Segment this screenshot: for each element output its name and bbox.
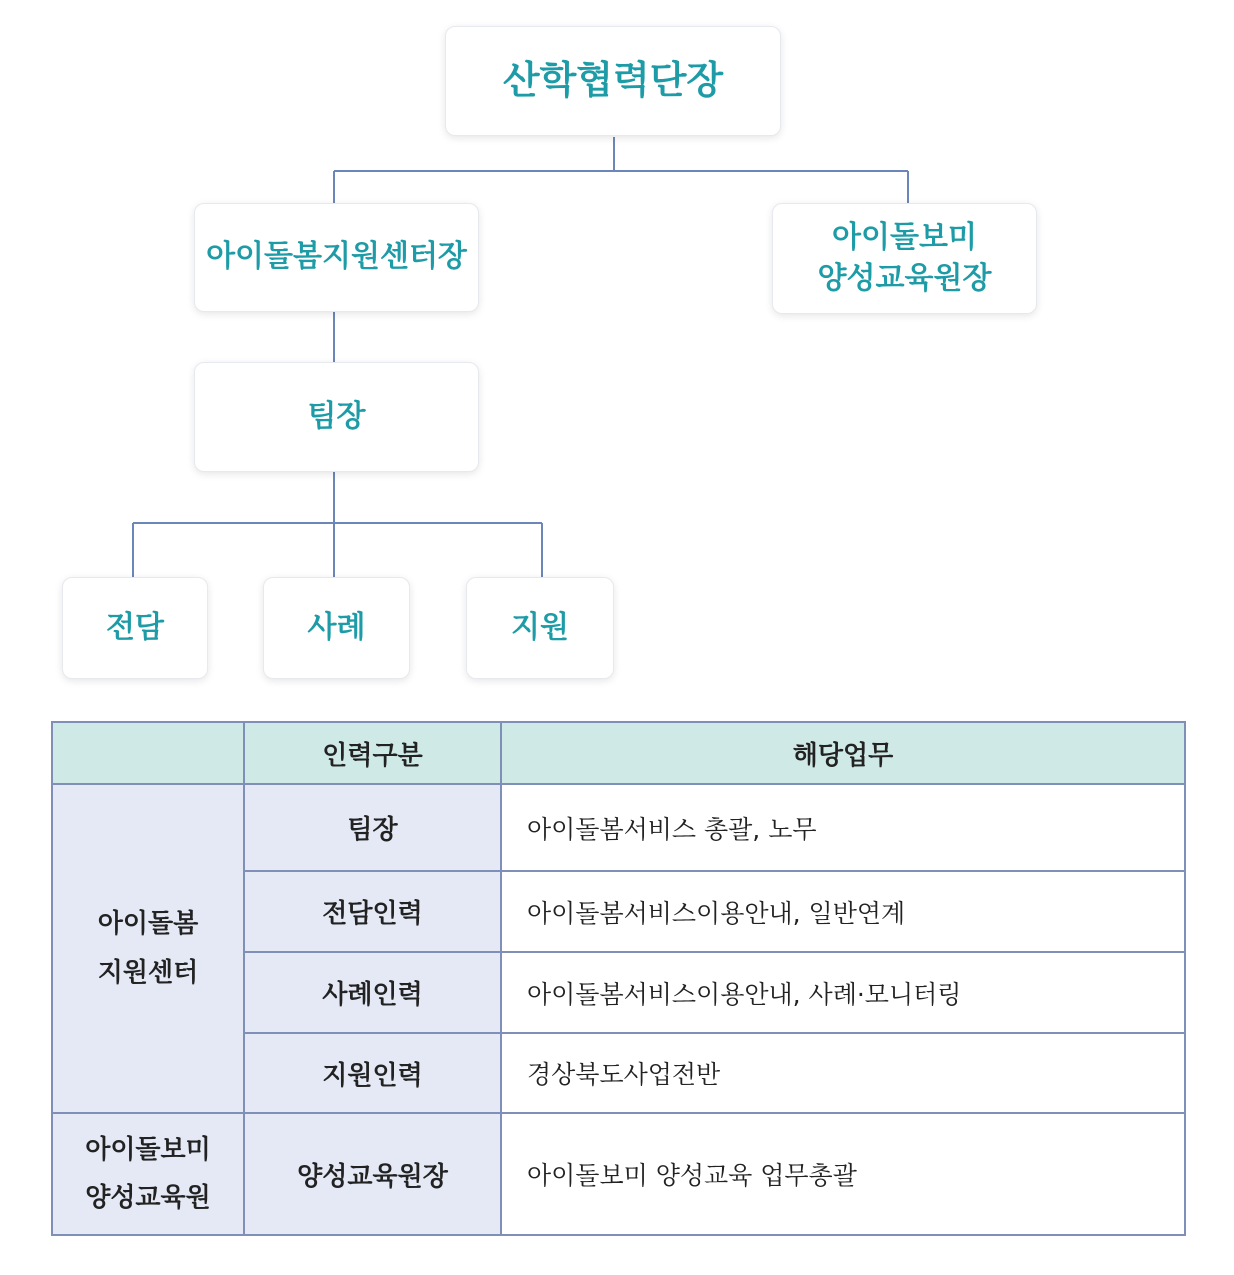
table-row	[52, 1113, 1185, 1235]
node-training-director-line2: 양성교육원장	[817, 260, 992, 296]
role-cell: 전담인력	[244, 871, 501, 952]
table-row	[52, 784, 1185, 871]
node-center-director-label: 아이돌봄지원센터장	[206, 239, 467, 275]
node-staff-case-label: 사례	[307, 609, 366, 645]
header-role: 인력구분	[244, 722, 501, 784]
header-blank	[52, 722, 244, 784]
connector-team-to-staff	[133, 472, 542, 577]
node-staff-dedicated-label: 전담	[106, 609, 164, 645]
duty-cell: 아이돌봄서비스 총괄, 노무	[501, 784, 1185, 871]
node-training-director	[772, 203, 1037, 314]
role-cell: 사례인력	[244, 952, 501, 1033]
group-label-line1: 아이돌보미	[85, 1134, 211, 1165]
group-label-line1: 아이돌봄	[97, 909, 199, 940]
table-header-row	[52, 722, 1185, 784]
group-childcare-center	[52, 784, 244, 1113]
group-training-institute	[52, 1113, 244, 1235]
duty-cell: 아이돌보미 양성교육 업무총괄	[501, 1113, 1185, 1235]
role-cell: 양성교육원장	[244, 1113, 501, 1235]
node-staff-dedicated	[62, 577, 208, 679]
node-center-director	[194, 203, 479, 312]
duty-cell: 경상북도사업전반	[501, 1033, 1185, 1113]
node-staff-support	[466, 577, 614, 679]
duty-cell: 아이돌봄서비스이용안내, 사례·모니터링	[501, 952, 1185, 1033]
role-table	[51, 721, 1186, 1236]
node-team-leader-label: 팀장	[307, 398, 366, 434]
header-duty: 해당업무	[501, 722, 1185, 784]
group-label-line2: 양성교육원	[85, 1183, 211, 1213]
node-staff-support-label: 지원	[511, 609, 569, 645]
node-head-label: 산학협력단장	[502, 58, 724, 103]
role-cell: 지원인력	[244, 1033, 501, 1113]
duty-cell: 아이돌봄서비스이용안내, 일반연계	[501, 871, 1185, 952]
role-cell: 팀장	[244, 784, 501, 871]
group-label-line2: 지원센터	[97, 957, 199, 988]
node-staff-case	[263, 577, 410, 679]
connector-head-to-directors	[334, 137, 908, 203]
node-head	[445, 26, 781, 136]
node-team-leader	[194, 362, 479, 472]
node-training-director-line1: 아이돌보미	[832, 220, 977, 255]
